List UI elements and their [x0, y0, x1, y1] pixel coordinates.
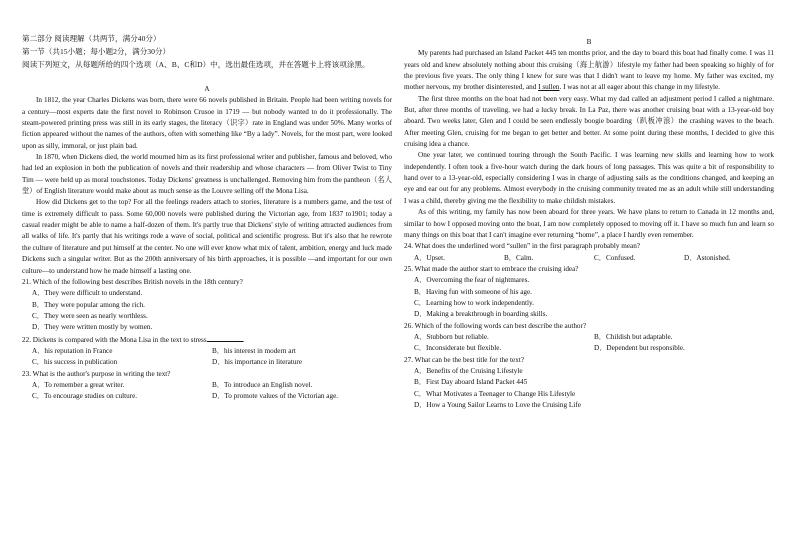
option-c[interactable]: C．To encourage studies on culture. — [32, 392, 138, 401]
option-a[interactable]: A．Stubborn but reliable. — [414, 332, 489, 341]
passage-b-title: B — [586, 38, 592, 46]
question-number: 22. — [22, 335, 31, 344]
question-stem: What is the author's purpose in writing the text? — [32, 369, 171, 378]
question-stem: Which of the following best describes British novels in the 18th century? — [32, 277, 243, 286]
question-25 — [404, 264, 774, 275]
part-heading: 第二部分 阅读理解（共两节，满分40分） — [22, 34, 161, 43]
option-d[interactable]: D．his importance in literature — [212, 358, 303, 367]
option-b[interactable]: B．To introduce an English novel. — [212, 380, 313, 389]
question-stem: What does the underlined word “sullen” in the first paragraph probably mean? — [414, 242, 640, 251]
option-d[interactable]: D．Dependent but responsible. — [594, 344, 685, 353]
question-stem: Which of the following words can best describe the author? — [414, 321, 587, 330]
option-b[interactable]: B．First Day aboard Island Packet 445 — [414, 378, 528, 387]
option-a[interactable]: A．Benefits of the Cruising Lifestyle — [414, 366, 523, 375]
option-a[interactable]: A．his reputation in France — [32, 346, 113, 355]
option-c[interactable]: C．What Motivates a Teenager to Change His Lifestyle — [414, 389, 576, 398]
option-b[interactable]: B．Childish but adaptable. — [594, 332, 673, 341]
option-d[interactable]: D．How a Young Sailor Learns to Love the Cruising Life — [414, 401, 581, 409]
right-column — [404, 37, 774, 411]
question-24-options — [404, 253, 774, 264]
option-b[interactable]: B．his interest in modern art — [212, 346, 296, 355]
question-23-options — [22, 380, 392, 403]
option-b[interactable]: B．Having fun with someone of his age. — [414, 287, 532, 296]
option-c[interactable]: C．his success in publication — [32, 358, 118, 367]
option-d[interactable]: D．Astonished. — [684, 253, 731, 262]
passage-a-paragraph-2: In 1870, when Dickens died, the world mourned him as its first professional writer and publisher, famous and beloved, who had led an explosion in both the publication of novels and their readership and whose characters — from Oliver Twist to Tiny Tim — were held up as moral touchstones. Today Dickens' greatness is unchallenged. Removing him from the pantheon（名人堂）of English literature would make about as much sense as the Louvre selling off the Mona Lisa. — [22, 153, 392, 196]
section-heading: 第一节（共15小题；每小题2分，满分30分） — [22, 47, 171, 56]
option-b[interactable]: B．They were popular among the rich. — [32, 300, 145, 309]
question-number: 24. — [404, 242, 413, 251]
question-number: 21. — [22, 277, 31, 286]
option-a[interactable]: A．To remember a great writer. — [32, 380, 125, 389]
question-27 — [404, 355, 774, 366]
passage-a-title: A — [204, 85, 210, 93]
option-d[interactable]: D．To promote values of the Victorian age. — [212, 392, 339, 401]
option-c[interactable]: C．They were seen as nearly worthless. — [32, 311, 148, 320]
question-21 — [22, 277, 392, 288]
option-c[interactable]: C．Confused. — [594, 253, 636, 262]
question-23 — [22, 369, 392, 380]
question-number: 23. — [22, 369, 31, 378]
question-22: 22. Dickens is compared with the Mona Lisa in the text to stress . — [22, 335, 245, 344]
underlined-word: I sullen — [538, 83, 560, 92]
option-d[interactable]: D．They were written mostly by women. — [32, 323, 153, 332]
question-number: 27. — [404, 355, 413, 364]
passage-b-paragraph-2: The first three months on the boat had not been very easy. What my dad called an adjustment period I called a nightmare. But, after three months of traveling, we had a lucky break. In La Paz, there was another cruising boat with a 13-year-old boy aboard. Two weeks later, Glen and I could be seen endlessly boogie boarding（趴板冲浪）the crashing waves to the beach. After meeting Glen, cruising for me began to get better and better. At some point during these months, I decided to give this cruising idea a chance. — [404, 94, 774, 149]
question-stem: What made the author start to embrace the cruising idea? — [414, 264, 579, 273]
question-stem: Dickens is compared with the Mona Lisa in the text to stress — [32, 335, 207, 344]
question-24 — [404, 241, 774, 252]
passage-b-paragraph-3: One year later, we continued touring through the South Pacific. I was learning new skills and learning how to work independently. I often took a five-hour watch during the dark hours of long passages. This was quite a bit of responsibility to hand over to a 13-year-old, especially considering I was in charge of adjusting sails as the conditions changed, and keeping an eye and ear out for any problems. Almost everybody in the cruising community treated me as an adult while still understanding I was a child, thereby giving me the flexibility to make childish mistakes. — [404, 151, 774, 205]
question-stem: What can be the best title for the text? — [414, 355, 525, 364]
question-22-options — [22, 346, 392, 369]
option-a[interactable]: A．Upset. — [414, 253, 445, 262]
option-c[interactable]: C．Learning how to work independently. — [414, 298, 534, 307]
left-column — [22, 84, 392, 403]
question-26 — [404, 321, 774, 332]
passage-a-paragraph-1: In 1812, the year Charles Dickens was born, there were 66 novels published in Britain. People had been writing novels for a century—most experts date the first novel to Robinson Crusoe in 1719 — but nobody wanted to do it professionally. The steam-powered printing press was still in its early stages, the literacy（识字）rate in England was under 50%. Many works of fiction appeared without the names of the authors, often with something like “By a lady”. Novels, for the most part, were looked upon as silly, immoral, or just plain bad. — [22, 96, 392, 150]
option-d[interactable]: D．Making a breakthrough in boarding skills. — [414, 310, 548, 319]
passage-b-paragraph-1 — [404, 48, 774, 93]
option-a[interactable]: A．Overcoming the fear of nightmares. — [414, 276, 530, 285]
question-25-options — [404, 275, 774, 320]
paragraph-text: My parents had purchased an Island Packet 445 ten months prior, and the day to board this boat had finally come. I was 11 years old and knew absolutely nothing about this cruising（海上航游）lifestyle my father had been speaking so highly of for the previous five years. The only thing I knew for sure was that I didn't want to leave my home. My father was excited, my mother nervous, my brother disinterested, and — [404, 49, 774, 92]
option-a[interactable]: A．They were difficult to understand. — [32, 289, 143, 298]
option-c[interactable]: C．Inconsiderate but flexible. — [414, 344, 502, 353]
option-b[interactable]: B．Calm. — [504, 253, 534, 262]
passage-b-paragraph-4: As of this writing, my family has now been aboard for three years. We have plans to return to Canada in 12 months and, similar to how I opposed moving onto the boat, I am now completely opposed to moving off it. I have so much fun and learn so many things on this boat that I can't imagine ever returning “home”, a place I hardly even remember. — [404, 208, 774, 239]
question-26-options — [404, 332, 774, 355]
answer-blank — [207, 334, 243, 342]
question-number: 26. — [404, 321, 413, 330]
question-21-options — [22, 288, 392, 333]
question-27-options — [404, 366, 774, 411]
paragraph-text: . I was not at all eager about this change in my lifestyle. — [559, 83, 720, 92]
passage-a-paragraph-3: How did Dickens get to the top? For all the feelings readers attach to stories, literature is a numbers game, and the test of time is extremely difficult to pass. Some 60,000 novels were published during the Victorian age, from 1837 to1901; today a casual reader might be able to name a half-dozen of them. It's partly true that Dickens' style of writing attracted audiences from all walks of life. It's partly that his writings rode a wave of social, political and scientific progress. But it's also that he rewrote the culture of literature and put himself at the center. No one will ever know what mix of talent, ambition, energy and luck made Dickens such a singular writer. But as the 200th anniversary of his birth approaches, it is possible —and important for our own culture—to understand how he made himself a lasting one. — [22, 198, 392, 275]
instruction-text: 阅读下列短文，从每题所给的四个选项（A、B、C和D）中，选出最佳选项，并在答题卡上将该项涂黑。 — [22, 60, 370, 69]
question-number: 25. — [404, 264, 413, 273]
